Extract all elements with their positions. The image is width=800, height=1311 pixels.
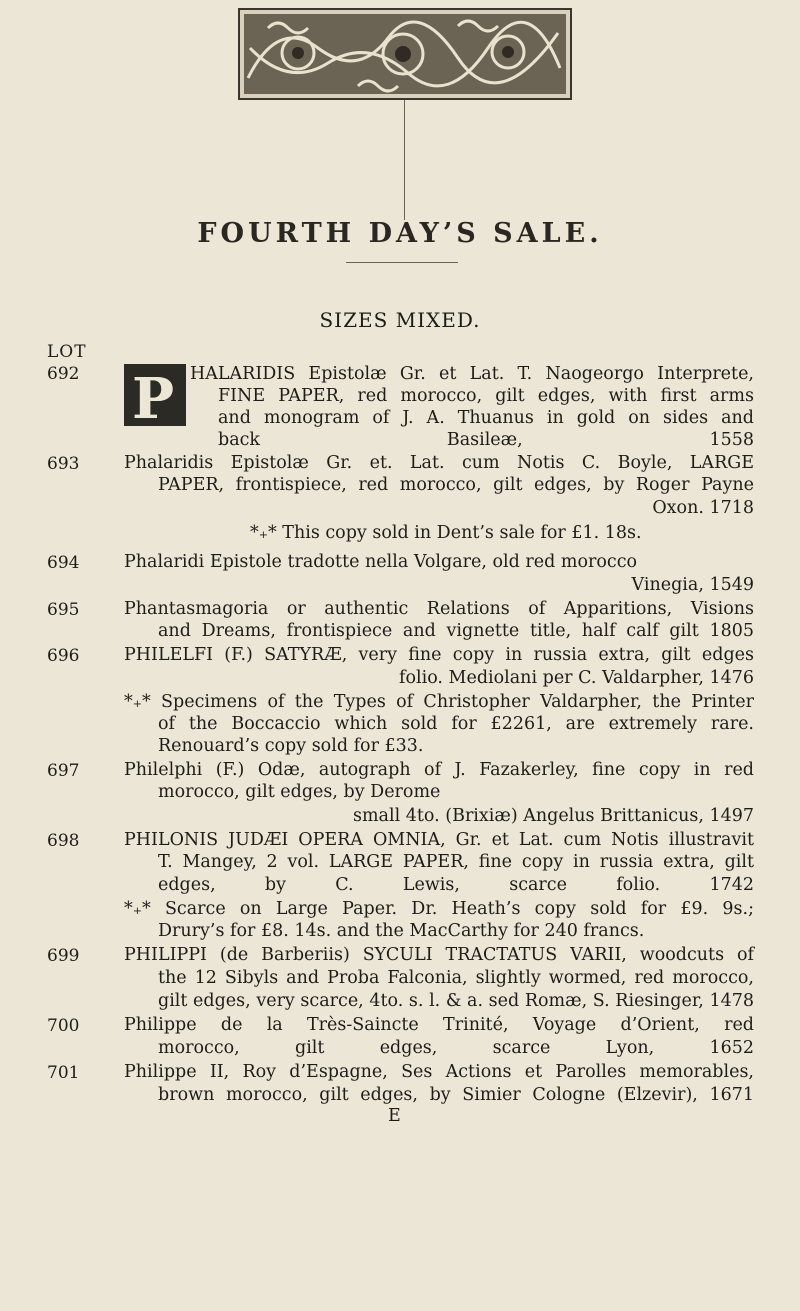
lot-line: PAPER, frontispiece, red morocco, gilt edges, by Roger Payne: [158, 475, 754, 495]
lot-line: T. Mangey, 2 vol. LARGE PAPER, fine copy in russia extra, gilt: [158, 852, 754, 872]
lot-line: morocco, gilt edges, scarce Lyon, 1652: [158, 1038, 754, 1058]
lot-number: 701: [47, 1063, 80, 1083]
lot-line: Philippe de la Très-Saincte Trinité, Voyage d’Orient, red: [124, 1015, 754, 1035]
lot-line: folio. Mediolani per C. Valdarpher, 1476: [398, 668, 754, 688]
lot-note: *₊* This copy sold in Dent’s sale for £1. 18s.: [250, 523, 642, 543]
lot-number: 695: [47, 600, 80, 620]
lot-number: 696: [47, 646, 80, 666]
lot-note: *₊* Scarce on Large Paper. Dr. Heath’s copy sold for £9. 9s.;: [124, 899, 754, 919]
lot-line: HALARIDIS Epistolæ Gr. et Lat. T. Naogeorgo Interprete,: [190, 364, 754, 384]
lot-line: PHILIPPI (de Barberiis) SYCULI TRACTATUS VARII, woodcuts of: [124, 945, 754, 965]
lot-line: Oxon. 1718: [652, 498, 754, 518]
lot-note: Renouard’s copy sold for £33.: [158, 736, 424, 756]
lot-line: gilt edges, very scarce, 4to. s. l. & a. sed Romæ, S. Riesinger, 1478: [158, 991, 754, 1011]
decorated-initial-letter: P: [132, 366, 175, 426]
lot-line: Vinegia, 1549: [631, 575, 754, 595]
decorated-initial: [124, 364, 186, 426]
header-ornament: [238, 8, 572, 100]
lot-line: back Basileæ, 1558: [218, 430, 754, 450]
lot-line: morocco, gilt edges, by Derome: [158, 782, 441, 802]
lot-line: FINE PAPER, red morocco, gilt edges, with first arms: [218, 386, 754, 406]
lot-column-label: LOT: [47, 342, 87, 362]
lot-line: Phantasmagoria or authentic Relations of Apparitions, Visions: [124, 599, 754, 619]
lot-line: brown morocco, gilt edges, by Simier Cologne (Elzevir), 1671: [158, 1085, 754, 1105]
lot-number: 693: [47, 454, 80, 474]
page-title: FOURTH DAY’S SALE.: [197, 218, 603, 249]
lot-note: Drury’s for £8. 14s. and the MacCarthy for 240 francs.: [158, 921, 645, 941]
lot-number: 694: [47, 553, 80, 573]
lot-number: 700: [47, 1016, 80, 1036]
lot-line: and monogram of J. A. Thuanus in gold on sides and: [218, 408, 754, 428]
lot-number: 698: [47, 831, 80, 851]
lot-line: PHILONIS JUDÆI OPERA OMNIA, Gr. et Lat. cum Notis illustravit: [124, 830, 754, 850]
lot-line: Phalaridi Epistole tradotte nella Volgare, old red morocco: [124, 552, 638, 572]
section-heading: SIZES MIXED.: [319, 308, 481, 332]
lot-line: PHILELFI (F.) SATYRÆ, very fine copy in russia extra, gilt edges: [124, 645, 754, 665]
signature-mark: E: [388, 1106, 401, 1126]
lot-line: the 12 Sibyls and Proba Falconia, slightly wormed, red morocco,: [158, 968, 754, 988]
lot-line: small 4to. (Brixiæ) Angelus Brittanicus, 1497: [352, 806, 754, 826]
lot-line: and Dreams, frontispiece and vignette title, half calf gilt 1805: [158, 621, 754, 641]
lot-line: edges, by C. Lewis, scarce folio. 1742: [158, 875, 754, 895]
lot-line: Philelphi (F.) Odæ, autograph of J. Fazakerley, fine copy in red: [124, 760, 754, 780]
lot-note: of the Boccaccio which sold for £2261, are extremely rare.: [158, 714, 754, 734]
lot-line: Phalaridis Epistolæ Gr. et. Lat. cum Notis C. Boyle, LARGE: [124, 453, 754, 473]
lot-note: *₊* Specimens of the Types of Christopher Valdarpher, the Printer: [124, 692, 754, 712]
lot-number: 699: [47, 946, 80, 966]
lot-number: 692: [47, 364, 80, 384]
title-rule: [346, 262, 458, 263]
lot-number: 697: [47, 761, 80, 781]
lot-line: Philippe II, Roy d’Espagne, Ses Actions et Parolles memorables,: [124, 1062, 754, 1082]
ornament-stem: [404, 100, 405, 220]
